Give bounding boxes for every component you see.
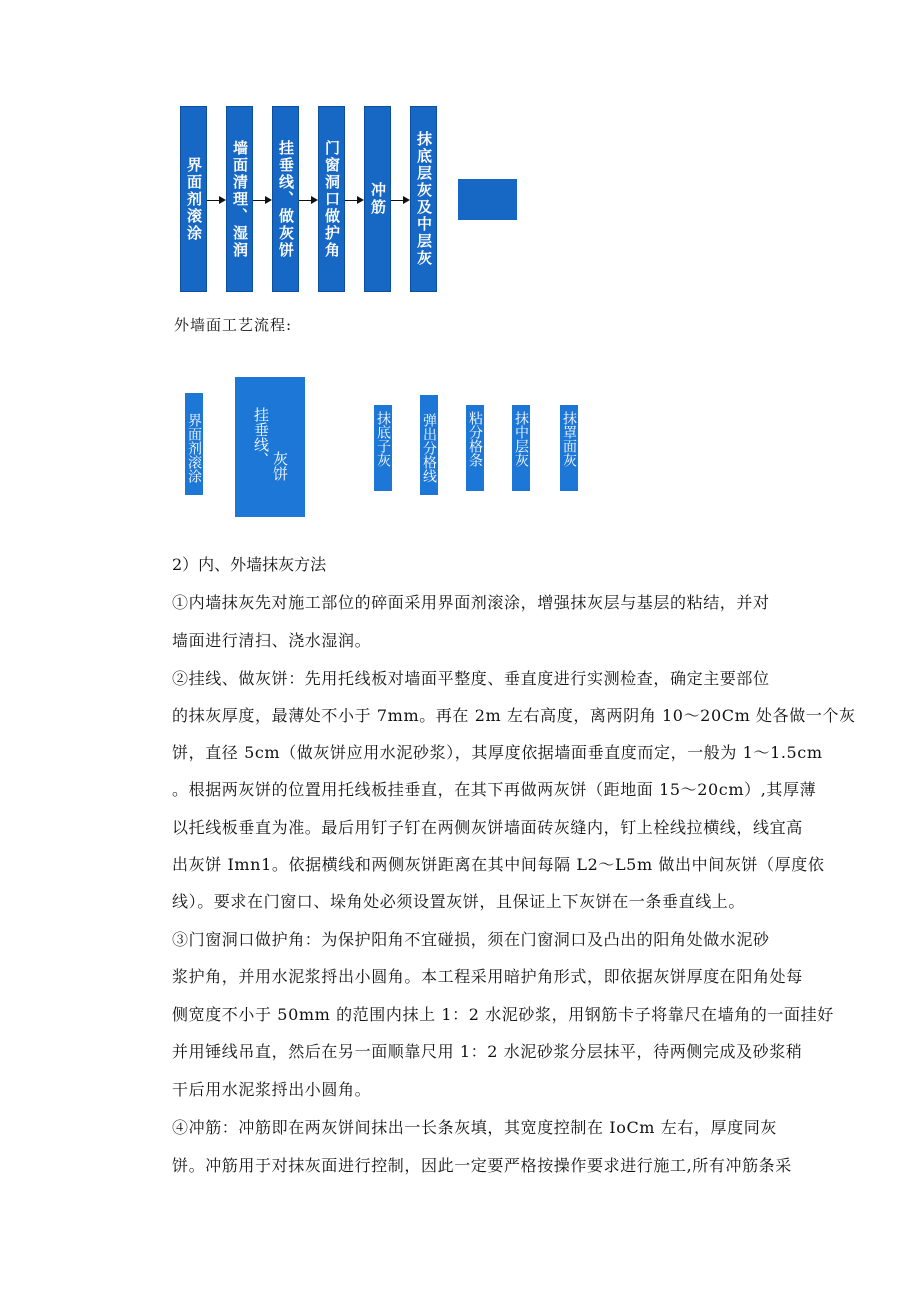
flow2-step-2-label-b: 灰饼 [271,451,289,481]
flow-caption: 外墙面工艺流程: [174,316,293,334]
flow2-step-3-label: 抹底子灰 [375,411,391,467]
flow2-step-6-label: 抹中层灰 [513,411,529,467]
flow2-step-6 [512,405,530,491]
para-2-line-2: 的抹灰厚度，最薄处不小于 7mm。再在 2m 左右高度，离两阴角 10～20Cm 处各做一个灰 [172,706,856,725]
flow2-step-1 [185,393,203,495]
para-2-line-3: 饼，直径 5cm（做灰饼应用水泥砂浆），其厚度依据墙面垂直度而定，一般为 1～1.5cm [172,743,823,762]
flow2-step-2 [235,377,305,517]
para-2-line-1: ②挂线、做灰饼：先用托线板对墙面平整度、垂直度进行实测检查，确定主要部位 [172,669,770,688]
para-2-line-4: 。根据两灰饼的位置用托线板挂垂直，在其下再做两灰饼（距地面 15～20cm）,其厚薄 [172,780,817,799]
section-heading: 2）内、外墙抹灰方法 [172,555,327,574]
flow2-step-2-label: 挂垂线、 [252,407,270,467]
flow-step-2-label: 墙面清理、湿润 [231,139,249,259]
para-2-line-7: 线）。要求在门窗口、垛角处必须设置灰饼，且保证上下灰饼在一条垂直线上。 [172,892,746,911]
flow-step-1 [180,106,207,292]
flow2-step-7-label: 抹罩面灰 [561,411,577,467]
para-3-line-1: ③门窗洞口做护角：为保护阳角不宜碰损，须在门窗洞口及凸出的阳角处做水泥砂 [172,930,770,949]
para-3-line-3: 侧宽度不小于 50mm 的范围内抹上 1：2 水泥砂浆，用钢筋卡子将靠尺在墙角的一面挂好 [172,1005,834,1024]
para-3-line-5: 干后用水泥浆捋出小圆角。 [172,1080,372,1099]
para-2-line-6: 出灰饼 Imn1。依据横线和两侧灰饼距离在其中间每隔 L2～L5m 做出中间灰饼（厚度依 [172,855,825,874]
flow-step-3-label: 挂垂线、做灰饼 [277,139,295,259]
arrow-right-icon [265,196,272,204]
arrow-right-icon [403,196,410,204]
para-1-line-1: ①内墙抹灰先对施工部位的碎面采用界面剂滚涂，增强抹灰层与基层的粘结，并对 [172,593,770,612]
flow-step-6 [410,106,437,292]
flow-step-4-label: 门窗洞口做护角 [323,139,341,259]
flow2-step-4-label: 弹出分格线 [421,413,437,483]
arrow-right-icon [311,196,318,204]
para-4-line-1: ④冲筋：冲筋即在两灰饼间抹出一长条灰填，其宽度控制在 IoCm 左右，厚度同灰 [172,1118,777,1137]
flow2-step-1-label: 界面剂滚涂 [186,413,202,483]
flow-step-1-label: 界面剂滚涂 [185,156,203,242]
flow-step-2 [226,106,253,292]
para-2-line-5: 以托线板垂直为准。最后用钉子钉在两侧灰饼墙面砖灰缝内，钉上栓线拉横线，线宜高 [172,818,803,837]
flow-step-5 [364,106,391,292]
arrow-right-icon [219,196,226,204]
flow2-step-4 [420,395,438,495]
flow2-step-3 [374,405,392,491]
flow2-step-7 [560,405,578,491]
para-4-line-2: 饼。冲筋用于对抹灰面进行控制，因此一定要严格按操作要求进行施工,所有冲筋条采 [172,1156,792,1175]
para-3-line-4: 并用锤线吊直，然后在另一面顺靠尺用 1：2 水泥砂浆分层抹平，待两侧完成及砂浆稍 [172,1042,803,1061]
para-3-line-2: 浆护角，并用水泥浆捋出小圆角。本工程采用暗护角形式，即依据灰饼厚度在阳角处每 [172,967,803,986]
flow-end-block [458,179,517,220]
flow2-step-5-label: 粘分格条 [467,411,483,467]
para-1-line-2: 墙面进行清扫、浇水湿润。 [172,631,372,650]
flow-step-5-label: 冲筋 [369,182,387,216]
flow-step-4 [318,106,345,292]
flow-step-6-label: 抹底层灰及中层灰 [415,131,433,267]
flow2-step-5 [466,405,484,491]
arrow-right-icon [357,196,364,204]
flow-step-3 [272,106,299,292]
